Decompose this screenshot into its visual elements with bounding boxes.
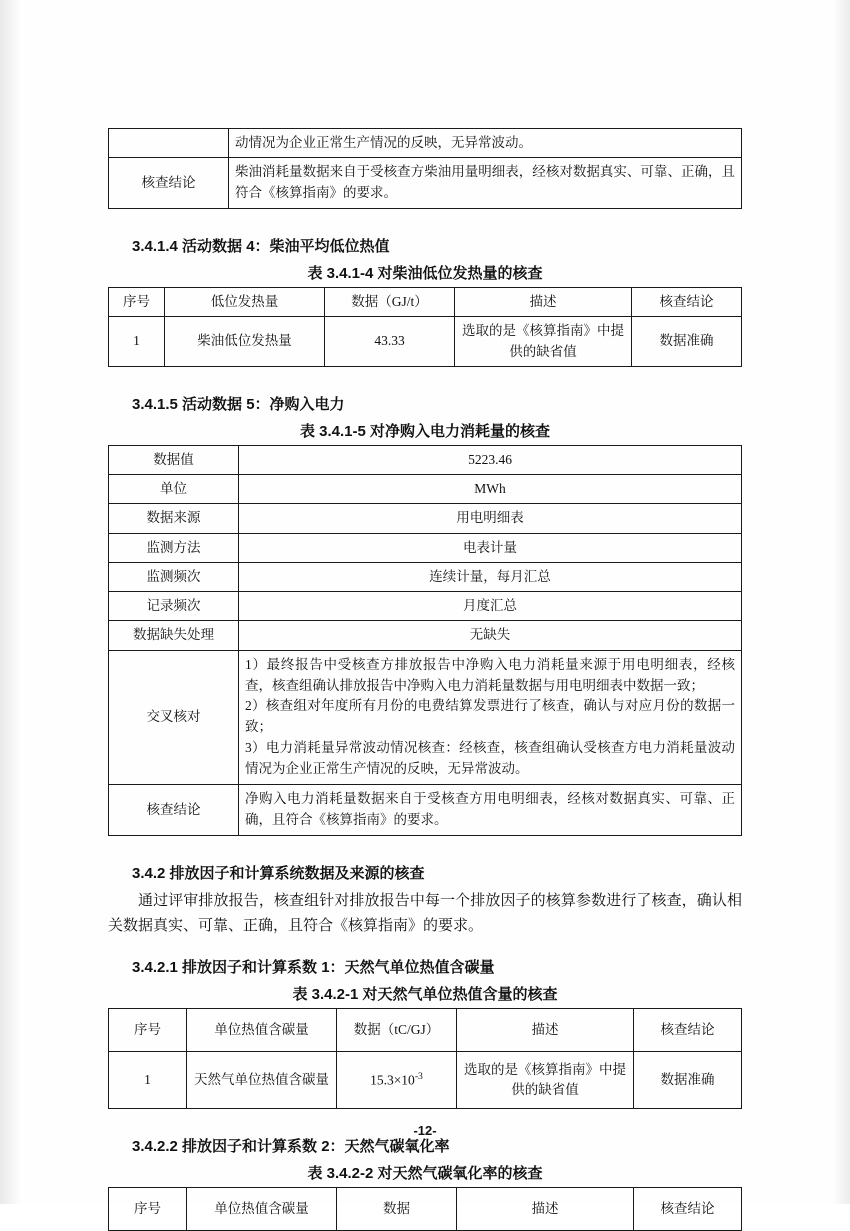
heading-3-4-2-1: 3.4.2.1 排放因子和计算系数 1：天然气单位热值含碳量 (132, 958, 495, 976)
caption-table-3-4-1-4: 表 3.4.1-4 对柴油低位发热量的核查 (307, 265, 543, 283)
cell-no: 1 (109, 1051, 187, 1108)
table-row (109, 317, 742, 367)
table-row (109, 475, 742, 504)
col-header-no: 序号 (109, 288, 165, 317)
col-header-description: 描述 (457, 1008, 634, 1051)
table-row (109, 445, 742, 474)
page-number: -12- (413, 1123, 437, 1138)
row-value-monitoring-method: 电表计量 (239, 533, 742, 562)
col-header-no: 序号 (109, 1187, 187, 1230)
table-row (109, 650, 742, 785)
row-label-data-value: 数据值 (109, 445, 239, 474)
table-header-row (109, 1187, 742, 1230)
row-value-data-value: 5223.46 (239, 445, 742, 474)
col-header-no: 序号 (109, 1008, 187, 1051)
col-header-heating-value: 低位发热量 (165, 288, 325, 317)
cell-value (337, 1051, 457, 1108)
col-header-description: 描述 (457, 1187, 634, 1230)
table-diesel-consumption-continued (108, 128, 742, 209)
cross-check-item-3: 3）电力消耗量异常波动情况核查：经核查，核查组确认受核查方电力消耗量波动情况为企业正常生产情况的反映，无异常波动。 (245, 740, 735, 777)
row-label-verification-conclusion: 核查结论 (109, 785, 239, 836)
table-row (109, 158, 742, 209)
table-row (109, 129, 742, 158)
table-3-4-2-2 (108, 1187, 742, 1231)
table-3-4-1-5 (108, 445, 742, 836)
table-row (109, 592, 742, 621)
cell-name: 天然气单位热值含碳量 (187, 1051, 337, 1108)
cell-description: 选取的是《核算指南》中提供的缺省值 (457, 1051, 634, 1108)
table-row (109, 504, 742, 533)
row-value-cross-check (239, 650, 742, 785)
row-label-monitoring-frequency: 监测频次 (109, 562, 239, 591)
col-header-data: 数据 (337, 1187, 457, 1230)
row-label-monitoring-method: 监测方法 (109, 533, 239, 562)
row-label-missing-data: 数据缺失处理 (109, 621, 239, 650)
cell-conclusion: 数据准确 (634, 1051, 742, 1108)
table-row (109, 562, 742, 591)
cell-conclusion-text: 柴油消耗量数据来自于受核查方柴油用量明细表，经核对数据真实、可靠、正确，且符合《核算指南》的要求。 (229, 158, 742, 209)
row-label-record-frequency: 记录频次 (109, 592, 239, 621)
row-value-unit: MWh (239, 475, 742, 504)
table-3-4-2-1 (108, 1008, 742, 1109)
heading-3-4-1-5: 3.4.1.5 活动数据 5：净购入电力 (132, 395, 345, 413)
row-value-verification-conclusion: 净购入电力消耗量数据来自于受核查方用电明细表，经核对数据真实、可靠、正确，且符合《核算指南》的要求。 (239, 785, 742, 836)
table-header-row (109, 288, 742, 317)
cross-check-item-1: 1）最终报告中受核查方排放报告中净购入电力消耗量来源于用电明细表，经核查，核查组确认排放报告中净购入电力消耗量数据与用电明细表中数据一致； (245, 656, 735, 693)
caption-table-3-4-2-1: 表 3.4.2-1 对天然气单位热值含量的核查 (292, 985, 558, 1003)
table-row (109, 533, 742, 562)
cross-check-item-2: 2）核查组对年度所有月份的电费结算发票进行了核查，确认与对应月份的数据一致； (245, 698, 735, 735)
cell-value-base: 15.3×10 (370, 1072, 415, 1088)
col-header-description: 描述 (455, 288, 632, 317)
row-value-data-source: 用电明细表 (239, 504, 742, 533)
cell-value: 43.33 (325, 317, 455, 367)
table-row (109, 785, 742, 836)
paragraph-3-4-2: 通过评审排放报告，核查组针对排放报告中每一个排放因子的核算参数进行了核查，确认相关数据真实、可靠、正确，且符合《核算指南》的要求。 (108, 892, 742, 935)
heading-3-4-2-2: 3.4.2.2 排放因子和计算系数 2：天然气碳氧化率 (132, 1137, 450, 1155)
cell-value-exponent: -3 (414, 1070, 423, 1082)
table-row (109, 1051, 742, 1108)
table-3-4-1-4 (108, 287, 742, 367)
caption-table-3-4-1-5: 表 3.4.1-5 对净购入电力消耗量的核查 (299, 422, 551, 440)
col-header-conclusion: 核查结论 (634, 1008, 742, 1051)
row-label-cross-check: 交叉核对 (109, 650, 239, 785)
cell-no: 1 (109, 317, 165, 367)
col-header-carbon-content: 单位热值含碳量 (187, 1187, 337, 1230)
table-header-row (109, 1008, 742, 1051)
caption-table-3-4-2-2: 表 3.4.2-2 对天然气碳氧化率的核查 (307, 1164, 543, 1182)
row-value-record-frequency: 月度汇总 (239, 592, 742, 621)
table-row (109, 621, 742, 650)
row-value-missing-data: 无缺失 (239, 621, 742, 650)
row-value-monitoring-frequency: 连续计量，每月汇总 (239, 562, 742, 591)
col-header-carbon-content: 单位热值含碳量 (187, 1008, 337, 1051)
cell-text: 动情况为企业正常生产情况的反映，无异常波动。 (229, 129, 742, 158)
col-header-conclusion: 核查结论 (632, 288, 742, 317)
col-header-data: 数据（tC/GJ） (337, 1008, 457, 1051)
cell-description: 选取的是《核算指南》中提供的缺省值 (455, 317, 632, 367)
cell-label-conclusion: 核查结论 (109, 158, 229, 209)
heading-3-4-1-4: 3.4.1.4 活动数据 4：柴油平均低位热值 (132, 238, 390, 256)
col-header-conclusion: 核查结论 (634, 1187, 742, 1230)
row-label-data-source: 数据来源 (109, 504, 239, 533)
cell-label-empty (109, 129, 229, 158)
col-header-data: 数据（GJ/t） (325, 288, 455, 317)
cell-conclusion: 数据准确 (632, 317, 742, 367)
cell-name: 柴油低位发热量 (165, 317, 325, 367)
row-label-unit: 单位 (109, 475, 239, 504)
heading-3-4-2: 3.4.2 排放因子和计算系统数据及来源的核查 (132, 864, 425, 882)
